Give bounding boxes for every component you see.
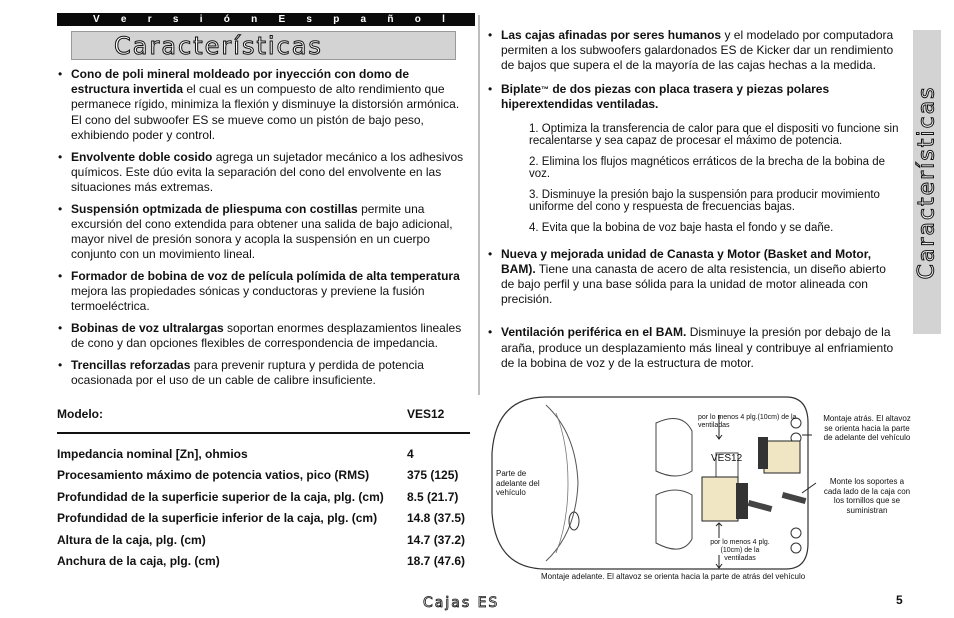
front-of-vehicle-label: Parte de adelante del vehículo xyxy=(496,469,540,497)
right-feature-list xyxy=(487,28,899,379)
language-letter: s xyxy=(172,14,179,25)
feature-text: soportan enormes desplazamientos lineales de cono y dan opciones flexibles de correspondencia de impedancia. xyxy=(71,321,462,351)
feature-heading: Suspensión optmizada de pliespuma con costillas xyxy=(71,201,358,216)
spec-value: 14.7 (37.2) xyxy=(407,532,466,547)
feature-text: mejora las propiedades sónicas y conductoras y previene la fusión termoeléctrica. xyxy=(71,284,425,314)
list-item: • Cono de poli mineral moldeado por inyección con domo de estructura invertida el cual es un compuesto de alto rendimiento que permanece rígido, minimiza la flexión y disminuye la distorsión armónica. El cono del subwoofer ES se mueve como un pistón de bajo peso, exhibiendo poder y control. xyxy=(58,67,460,142)
language-letter: ó xyxy=(223,14,230,25)
list-item: • Suspensión optmizada de pliespuma con costillas permite una excursión del cono extendida para obtener una salida de bajo adicional, mayor nivel de presión sonora y acopla la suspensión en un cuerpo conjunto con un movimiento lineal. xyxy=(58,201,453,262)
feature-heading: Trencillas reforzadas xyxy=(71,357,191,372)
language-letter: o xyxy=(414,14,421,25)
installation-diagram xyxy=(486,393,914,583)
language-bar xyxy=(57,13,475,26)
feature-heading: de dos piezas con placa trasera y piezas polares hiperextendidas ventiladas. xyxy=(501,81,830,111)
list-item: • Ventilación periférica en el BAM. Disminuye la presión por debajo de la araña, produce un desplazamiento más lineal y contribuye al enfriamiento de la bobina de voz y de la estructura de motor. xyxy=(488,325,894,370)
feature-heading: Las cajas afinadas por seres humanos xyxy=(501,28,722,42)
side-tab xyxy=(913,30,941,334)
rear-mount-speaker xyxy=(758,437,768,469)
spec-value: 18.7 (47.6) xyxy=(407,554,466,569)
top-vent-label: por lo menos 4 plg.(10cm) de la ventiladas xyxy=(698,414,797,429)
windshield-line xyxy=(546,405,578,561)
spec-label: Procesamiento máximo de potencia vatios, pico (RMS) xyxy=(57,468,370,483)
page-number: 5 xyxy=(896,593,903,607)
feature-heading: Envolvente doble cosido xyxy=(71,149,213,164)
section-title-box xyxy=(71,31,456,60)
left-feature-list xyxy=(57,67,470,395)
feature-text: permite una excursión del cono extendida para obtener una salida de bajo adicional, mayor nivel de presión sonora y acopla la suspensión en un cuerpo conjunto con un movimiento lineal. xyxy=(71,201,453,262)
list-item: • Bobinas de voz ultralargas soportan enormes desplazamientos lineales de cono y dan opciones flexibles de correspondencia de impedancia. xyxy=(58,321,462,351)
rear-mount-label: Montaje atrás. El altavoz se orienta hacia la parte de adelante del vehículo xyxy=(823,414,911,442)
model-label: VES12 xyxy=(711,453,743,464)
specs-header xyxy=(57,407,470,434)
spec-label: Anchura de la caja, plg. (cm) xyxy=(57,554,220,569)
table-row xyxy=(57,486,470,508)
supports-label: Monte los soportes a cada lado de la caja con los tornillos que se suministran xyxy=(823,477,911,515)
front-seat-bottom xyxy=(656,490,692,549)
spec-label: Profundidad de la superficie superior de la caja, plg. (cm) xyxy=(57,489,384,504)
numbered-point: 1. Optimiza la transferencia de calor para que el dispositi vo funcione sin recalentarse y sea capaz de procesar el máximo de potencia. xyxy=(529,123,899,147)
feature-heading: Nueva y mejorada unidad de Canasta y Motor (Basket and Motor, BAM). xyxy=(501,246,872,276)
leader-line xyxy=(802,483,816,493)
model-value: VES12 xyxy=(407,407,445,421)
spec-label: Profundidad de la superficie inferior de la caja, plg. (cm) xyxy=(57,511,378,526)
numbered-point: 2. Elimina los flujos magnéticos erráticos de la brecha de la bobina de voz. xyxy=(529,156,886,180)
front-mount-label: Montaje adelante. El altavoz se orienta hacia la parte de atrás del vehículo xyxy=(541,572,806,581)
language-letter: V xyxy=(93,14,100,25)
feature-heading: Cono de poli mineral moldeado por inyección con domo de estructura invertida xyxy=(71,67,410,97)
spec-value: 8.5 (21.7) xyxy=(407,489,459,504)
mounting-bracket xyxy=(782,492,807,504)
feature-text: para prevenir ruptura y perdida de potencia ocasionada por el uso de un cable de calibre insuficiente. xyxy=(71,357,424,388)
language-letter: n xyxy=(251,14,258,25)
steering-wheel xyxy=(569,512,579,530)
language-letter: l xyxy=(442,14,445,25)
numbered-point: 3. Disminuye la presión bajo la suspensión para producir movimiento uniforme del cono y respuesta de frecuencias bajas. xyxy=(529,189,880,213)
feature-heading: Formador de bobina de voz de película polímida de alta temperatura xyxy=(71,268,460,283)
list-item: • Las cajas afinadas por seres humanos y el modelado por computadora permiten a los subwoofers galardonados ES de Kicker dar un rendimiento de bajos que supera el de la mayoría de las cajas hechas a la medida. xyxy=(488,28,894,73)
model-label: Modelo: xyxy=(57,407,103,421)
page-title: Características xyxy=(114,31,323,60)
spec-value: 4 xyxy=(407,446,414,461)
feature-heading: Ventilación periférica en el BAM. xyxy=(501,325,687,340)
list-item: • Trencillas reforzadas para prevenir ruptura y perdida de potencia ocasionada por el uso de un cable de calibre insuficiente. xyxy=(58,357,424,388)
table-row xyxy=(57,529,470,551)
feature-text: Tiene una canasta de acero de alta resistencia, un diseño abierto de bajo perfil y una base sólida para la unidad de motor alineada con precisión. xyxy=(501,261,886,307)
numbered-point: 4. Evita que la bobina de voz baje hasta el fondo y se dañe. xyxy=(529,222,834,235)
list-item: • Nueva y mejorada unidad de Canasta y Motor (Basket and Motor, BAM). Tiene una canasta de acero de alta resistencia, un diseño abierto de bajo perfil y una base sólida para la unidad de motor alineada con precisión. xyxy=(488,246,886,307)
feature-text: Disminuye la presión por debajo de la araña, produce un desplazamiento más lineal y contribuye al enfriamiento de la bobina de voz y de la estructura de motor. xyxy=(501,325,894,370)
feature-text: y el modelado por computadora permiten a los subwoofers galardonados ES de Kicker dar un rendimiento de bajos que supera el de la mayoría de las cajas hechas a la medida. xyxy=(501,28,894,73)
specs-table xyxy=(57,407,470,572)
front-mount-enclosure xyxy=(702,477,738,521)
spec-value: 375 (125) xyxy=(407,468,459,483)
side-tab-title: Características xyxy=(914,84,940,280)
feature-heading: Bobinas de voz ultralargas xyxy=(71,321,224,336)
list-item: • Formador de bobina de voz de película polímida de alta temperatura mejora las propiedades sónicas y conductoras y previene la fusión termoeléctrica. xyxy=(58,268,460,314)
column-divider xyxy=(478,15,480,395)
dashboard-line xyxy=(556,413,568,553)
feature-heading: Biplate xyxy=(501,81,542,96)
spec-label: Altura de la caja, plg. (cm) xyxy=(57,532,206,547)
trademark-symbol: ™ xyxy=(541,84,550,94)
feature-text: el cual es un compuesto de alto rendimiento que permanece rígido, minimiza la flexión y disminuye la distorsión armónica. El cono del subwoofer ES se mueve como un pistón de bajo peso, exhibiendo poder y control. xyxy=(71,82,460,142)
table-row xyxy=(57,508,470,530)
language-letter: e xyxy=(120,14,127,25)
list-item: • Biplate™ de dos piezas con placa trasera y piezas polares hiperextendidas ventiladas. xyxy=(488,81,830,111)
front-seat-top xyxy=(656,419,692,477)
spec-label: Impedancia nominal [Zn], ohmios xyxy=(57,446,248,461)
language-letter: p xyxy=(333,14,340,25)
language-letter: r xyxy=(147,14,152,25)
table-row xyxy=(57,551,470,573)
side-speaker xyxy=(791,528,801,538)
table-row xyxy=(57,443,470,465)
language-letter: i xyxy=(199,14,203,25)
feature-text: agrega un sujetador mecánico a los adhesivos químicos. Este dúo evita la separación del cono del envolvente en las situaciones más extremas. xyxy=(71,149,464,194)
language-letter: a xyxy=(360,14,367,25)
rear-mount-enclosure xyxy=(764,441,800,473)
language-letter: s xyxy=(306,14,312,25)
language-letter: ñ xyxy=(387,14,394,25)
footer-title: Cajas ES xyxy=(423,595,500,611)
mounting-bracket xyxy=(748,500,773,512)
side-speaker xyxy=(791,543,801,553)
language-letter: E xyxy=(278,14,286,25)
bottom-vent-label: por lo menos 4 plg. (10cm) de la ventiladas xyxy=(710,539,770,562)
table-row xyxy=(57,465,470,487)
spec-value: 14.8 (37.5) xyxy=(407,511,466,526)
list-item: • Envolvente doble cosido agrega un sujetador mecánico a los adhesivos químicos. Este dúo evita la separación del cono del envolvente en las situaciones más extremas. xyxy=(58,149,464,194)
front-mount-speaker xyxy=(736,483,748,519)
